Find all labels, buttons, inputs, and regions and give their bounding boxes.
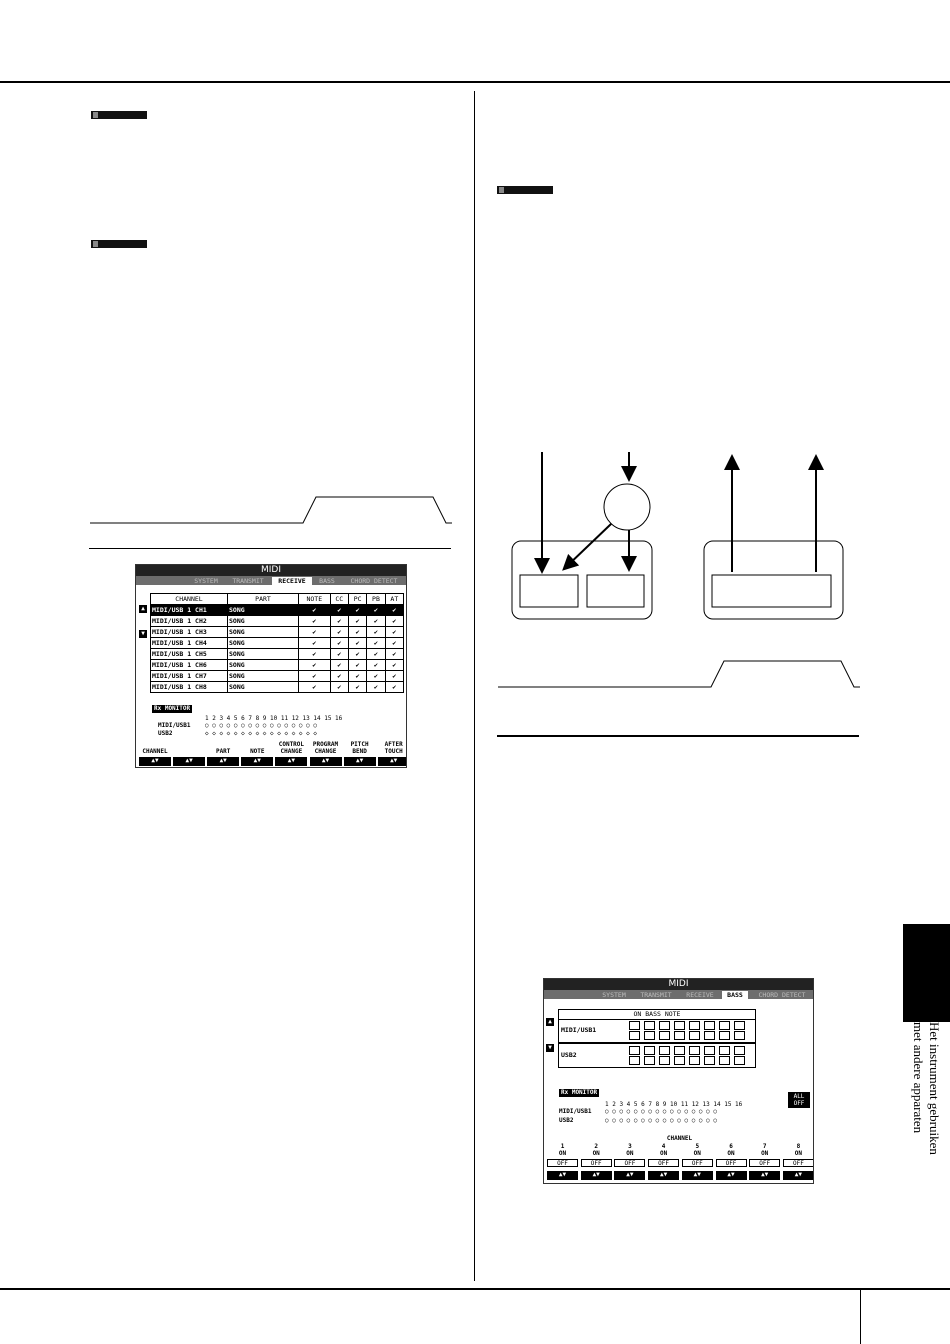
tab-chord-detect[interactable]: CHORD DETECT	[758, 991, 806, 999]
section-rule	[89, 548, 451, 549]
updown-button[interactable]: ▲▼	[173, 757, 205, 766]
row-part[interactable]: SONG	[228, 638, 299, 649]
checkmark-icon[interactable]: ✔	[385, 671, 403, 682]
button-label-line2: PART	[215, 748, 231, 755]
channel-number: 3	[628, 1143, 632, 1150]
bass-port2-label: USB2	[561, 1051, 577, 1059]
row-part[interactable]: SONG	[228, 660, 299, 671]
checkmark-icon[interactable]: ✔	[299, 682, 331, 693]
button-label-line1: PITCH	[350, 741, 369, 748]
checkmark-icon[interactable]: ✔	[385, 605, 403, 616]
scroll-down-icon[interactable]: ▼	[139, 630, 147, 638]
row-part[interactable]: SONG	[228, 605, 299, 616]
on-label: ON	[693, 1150, 701, 1157]
channel-number: 1	[560, 1143, 565, 1150]
tab-bass[interactable]: BASS	[722, 991, 748, 999]
on-label: ON	[794, 1150, 802, 1157]
monitor-port2-label: USB2	[158, 730, 173, 737]
chapter-title-line2: met andere apparaten	[911, 1022, 926, 1134]
table-row[interactable]	[151, 671, 404, 682]
updown-button[interactable]: ▲▼	[547, 1171, 578, 1180]
bass-note-checkbox[interactable]	[734, 1031, 745, 1040]
tab-system[interactable]: SYSTEM	[602, 991, 626, 999]
channel-number: 8	[796, 1143, 801, 1150]
bass-note-checkbox[interactable]	[674, 1021, 685, 1030]
bass-note-checkbox[interactable]	[704, 1046, 715, 1055]
off-button[interactable]: OFF	[749, 1159, 780, 1167]
button-label-line2: CHANGE	[314, 748, 337, 755]
on-label: ON	[592, 1150, 600, 1157]
checkmark-icon[interactable]: ✔	[348, 649, 366, 660]
scroll-down-icon[interactable]: ▼	[546, 1044, 554, 1052]
bass-note-checkbox[interactable]	[719, 1021, 730, 1030]
footer-rule	[0, 1288, 950, 1290]
col-cc: CC	[330, 594, 348, 605]
off-button[interactable]: OFF	[614, 1159, 645, 1167]
updown-button[interactable]: ▲▼	[241, 757, 273, 766]
midi-bass-screen	[543, 978, 814, 1184]
updown-button[interactable]: ▲▼	[716, 1171, 747, 1180]
bass-note-checkbox[interactable]	[689, 1046, 700, 1055]
button-label-line2: NOTE	[250, 748, 265, 755]
updown-button[interactable]: ▲▼	[139, 757, 171, 766]
checkmark-icon[interactable]: ✔	[385, 649, 403, 660]
checkmark-icon[interactable]: ✔	[367, 649, 385, 660]
tab-transmit[interactable]: TRANSMIT	[640, 991, 672, 999]
chapter-title-line1: Het instrument gebruiken	[927, 1022, 942, 1155]
checkmark-icon[interactable]: ✔	[348, 660, 366, 671]
checkmark-icon[interactable]: ✔	[367, 638, 385, 649]
checkmark-icon[interactable]: ✔	[299, 605, 331, 616]
checkmark-icon[interactable]: ✔	[367, 682, 385, 693]
checkmark-icon[interactable]: ✔	[330, 682, 348, 693]
receive-table	[150, 593, 404, 693]
note-icon	[91, 111, 147, 119]
off-button[interactable]: OFF	[682, 1159, 713, 1167]
updown-button[interactable]: ▲▼	[648, 1171, 679, 1180]
tab-bar	[544, 990, 813, 999]
bass-note-checkbox[interactable]	[689, 1021, 700, 1030]
monitor-port1-label: MIDI/USB1	[559, 1108, 592, 1115]
checkmark-icon[interactable]: ✔	[385, 660, 403, 671]
bass-note-checkbox[interactable]	[719, 1031, 730, 1040]
tab-bass[interactable]: BASS	[319, 577, 335, 585]
scroll-up-icon[interactable]: ▲	[139, 605, 147, 613]
monitor-port2-label: USB2	[559, 1117, 574, 1124]
table-header	[151, 594, 404, 605]
updown-button[interactable]: ▲▼	[344, 757, 376, 766]
on-label: ON	[727, 1150, 735, 1157]
row-channel: MIDI/USB 1 CH2	[151, 616, 228, 627]
bass-note-checkbox[interactable]	[644, 1056, 655, 1065]
updown-button[interactable]: ▲▼	[581, 1171, 612, 1180]
checkmark-icon[interactable]: ✔	[367, 627, 385, 638]
column-divider	[474, 91, 475, 1281]
bass-note-checkbox[interactable]	[644, 1046, 655, 1055]
checkmark-icon[interactable]: ✔	[348, 627, 366, 638]
updown-button[interactable]: ▲▼	[378, 757, 407, 766]
row-channel: MIDI/USB 1 CH3	[151, 627, 228, 638]
bass-note-checkbox[interactable]	[629, 1046, 640, 1055]
on-label: ON	[558, 1150, 567, 1157]
table-row[interactable]	[151, 649, 404, 660]
row-channel: MIDI/USB 1 CH7	[151, 671, 228, 682]
on-label: ON	[626, 1150, 634, 1157]
checkmark-icon[interactable]: ✔	[348, 682, 366, 693]
midi-receive-screen	[135, 564, 407, 768]
button-label-line2: CHANGE	[280, 748, 303, 755]
channel-number: 6	[729, 1143, 733, 1150]
checkmark-icon[interactable]: ✔	[330, 627, 348, 638]
off-button[interactable]: OFF	[783, 1159, 814, 1167]
chapter-title	[903, 1022, 950, 1182]
table-row[interactable]	[151, 660, 404, 671]
row-part[interactable]: SONG	[228, 682, 299, 693]
checkmark-icon[interactable]: ✔	[299, 616, 331, 627]
monitor-port1-label: MIDI/USB1	[158, 722, 191, 729]
chapter-tab	[903, 924, 950, 1022]
bass-note-checkbox[interactable]	[659, 1031, 670, 1040]
bass-note-checkbox[interactable]	[644, 1021, 655, 1030]
checkmark-icon[interactable]: ✔	[299, 627, 331, 638]
checkmark-icon[interactable]: ✔	[367, 660, 385, 671]
button-label-line2: BEND	[352, 748, 367, 755]
channel-number: 5	[695, 1143, 700, 1150]
on-label: ON	[761, 1150, 769, 1157]
checkmark-icon[interactable]: ✔	[348, 671, 366, 682]
checkmark-icon[interactable]: ✔	[385, 627, 403, 638]
col-pc: PC	[348, 594, 366, 605]
checkmark-icon[interactable]: ✔	[385, 638, 403, 649]
checkmark-icon[interactable]: ✔	[367, 671, 385, 682]
bass-note-checkbox[interactable]	[629, 1056, 640, 1065]
monitor-port1-leds: ○ ○ ○ ○ ○ ○ ○ ○ ○ ○ ○ ○ ○ ○ ○ ○	[205, 722, 317, 729]
updown-button[interactable]: ▲▼	[310, 757, 342, 766]
updown-button[interactable]: ▲▼	[275, 757, 307, 766]
updown-button[interactable]: ▲▼	[682, 1171, 713, 1180]
button-label-line2: CHANNEL	[142, 748, 168, 755]
bass-note-checkbox[interactable]	[629, 1021, 640, 1030]
row-part[interactable]: SONG	[228, 649, 299, 660]
footer-page-divider	[860, 1289, 861, 1344]
bass-port1-label: MIDI/USB1	[561, 1026, 597, 1034]
col-at: AT	[385, 594, 403, 605]
tab-chord-detect[interactable]: CHORD DETECT	[350, 577, 398, 585]
bass-note-checkbox[interactable]	[659, 1021, 670, 1030]
bass-note-checkbox[interactable]	[674, 1056, 685, 1065]
monitor-port1-leds: ○ ○ ○ ○ ○ ○ ○ ○ ○ ○ ○ ○ ○ ○ ○ ○	[605, 1108, 717, 1115]
row-part[interactable]: SONG	[228, 627, 299, 638]
checkmark-icon[interactable]: ✔	[299, 671, 331, 682]
all-off-button[interactable]: ALL OFF	[788, 1092, 810, 1108]
checkmark-icon[interactable]: ✔	[330, 671, 348, 682]
section-heading-tab	[496, 658, 861, 690]
channel-number: 2	[594, 1143, 598, 1150]
bass-note-checkbox[interactable]	[734, 1021, 745, 1030]
table-row[interactable]	[151, 638, 404, 649]
bass-note-checkbox[interactable]	[629, 1031, 640, 1040]
updown-button[interactable]: ▲▼	[783, 1171, 814, 1180]
bass-note-checkbox[interactable]	[704, 1021, 715, 1030]
tab-receive[interactable]: RECEIVE	[686, 991, 714, 999]
bass-note-checkbox[interactable]	[734, 1046, 745, 1055]
bass-header: ON BASS NOTE	[558, 1009, 756, 1020]
table-row[interactable]	[151, 605, 404, 616]
table-row[interactable]	[151, 682, 404, 693]
tab-bar	[136, 576, 406, 585]
monitor-channel-numbers: 1 2 3 4 5 6 7 8 9 10 11 12 13 14 15 16	[605, 1101, 743, 1108]
button-label-line2: TOUCH	[384, 748, 403, 755]
checkmark-icon[interactable]: ✔	[348, 616, 366, 627]
row-part[interactable]: SONG	[228, 671, 299, 682]
checkmark-icon[interactable]: ✔	[330, 638, 348, 649]
checkmark-icon[interactable]: ✔	[330, 649, 348, 660]
channel-number: 7	[762, 1143, 767, 1150]
bass-note-checkbox[interactable]	[689, 1056, 700, 1065]
checkmark-icon[interactable]: ✔	[385, 616, 403, 627]
bass-note-checkbox[interactable]	[644, 1031, 655, 1040]
rx-monitor-label: Rx MONITOR	[561, 1089, 598, 1096]
off-button[interactable]: OFF	[648, 1159, 679, 1167]
checkmark-icon[interactable]: ✔	[385, 682, 403, 693]
bass-note-checkbox[interactable]	[719, 1056, 730, 1065]
row-channel: MIDI/USB 1 CH6	[151, 660, 228, 671]
checkmark-icon[interactable]: ✔	[330, 616, 348, 627]
checkmark-icon[interactable]: ✔	[330, 660, 348, 671]
checkmark-icon[interactable]: ✔	[330, 605, 348, 616]
screen-title: MIDI	[136, 565, 406, 576]
midi-flow-diagram	[505, 444, 850, 624]
checkmark-icon[interactable]: ✔	[299, 660, 331, 671]
note-icon	[497, 186, 553, 194]
monitor-port2-leds: ○ ○ ○ ○ ○ ○ ○ ○ ○ ○ ○ ○ ○ ○ ○ ○	[605, 1117, 717, 1124]
off-button[interactable]: OFF	[716, 1159, 747, 1167]
note-icon	[91, 240, 147, 248]
button-label-line1: CONTROL	[278, 741, 305, 748]
bass-port2-row	[558, 1043, 756, 1068]
row-channel: MIDI/USB 1 CH5	[151, 649, 228, 660]
tab-receive[interactable]: RECEIVE	[272, 577, 312, 585]
row-part[interactable]: SONG	[228, 616, 299, 627]
bass-note-checkbox[interactable]	[689, 1031, 700, 1040]
on-label: ON	[659, 1150, 668, 1157]
bass-note-checkbox[interactable]	[659, 1046, 670, 1055]
updown-button[interactable]: ▲▼	[749, 1171, 780, 1180]
channel-number: 4	[661, 1143, 666, 1150]
checkmark-icon[interactable]: ✔	[299, 638, 331, 649]
channel-group-label: CHANNEL	[666, 1135, 693, 1142]
bass-note-checkbox[interactable]	[659, 1056, 670, 1065]
button-label-line1: PROGRAM	[312, 741, 339, 748]
bass-note-checkbox[interactable]	[704, 1031, 715, 1040]
scroll-up-icon[interactable]: ▲	[546, 1018, 554, 1026]
header-rule	[0, 81, 950, 83]
bass-note-checkbox[interactable]	[704, 1056, 715, 1065]
row-channel: MIDI/USB 1 CH1	[151, 605, 228, 616]
bass-note-checkbox[interactable]	[674, 1046, 685, 1055]
tab-transmit[interactable]: TRANSMIT	[232, 577, 264, 585]
checkmark-icon[interactable]: ✔	[348, 638, 366, 649]
table-row[interactable]	[151, 627, 404, 638]
checkmark-icon[interactable]: ✔	[367, 605, 385, 616]
monitor-port2-leds: ◇ ◇ ◇ ◇ ◇ ◇ ◇ ◇ ◇ ◇ ◇ ◇ ◇ ◇ ◇ ◇	[205, 730, 317, 737]
checkmark-icon[interactable]: ✔	[299, 649, 331, 660]
checkmark-icon[interactable]: ✔	[348, 605, 366, 616]
row-channel: MIDI/USB 1 CH4	[151, 638, 228, 649]
monitor-channel-numbers: 1 2 3 4 5 6 7 8 9 10 11 12 13 14 15 16	[205, 715, 343, 722]
col-channel: CHANNEL	[151, 594, 228, 605]
tab-system[interactable]: SYSTEM	[194, 577, 218, 585]
row-channel: MIDI/USB 1 CH8	[151, 682, 228, 693]
section-rule	[497, 735, 859, 737]
checkmark-icon[interactable]: ✔	[367, 616, 385, 627]
table-row[interactable]	[151, 616, 404, 627]
button-label-line1: AFTER	[384, 741, 403, 748]
off-button[interactable]: OFF	[547, 1159, 578, 1167]
col-pb: PB	[367, 594, 385, 605]
screen-title: MIDI	[544, 979, 813, 990]
section-heading-tab	[88, 494, 453, 526]
bass-note-checkbox[interactable]	[674, 1031, 685, 1040]
updown-button[interactable]: ▲▼	[207, 757, 239, 766]
off-button[interactable]: OFF	[581, 1159, 612, 1167]
bass-note-checkbox[interactable]	[734, 1056, 745, 1065]
updown-button[interactable]: ▲▼	[614, 1171, 645, 1180]
rx-monitor-label: Rx MONITOR	[154, 705, 191, 712]
col-note: NOTE	[299, 594, 331, 605]
col-part: PART	[228, 594, 299, 605]
bass-port1-row	[558, 1019, 756, 1043]
bass-note-checkbox[interactable]	[719, 1046, 730, 1055]
